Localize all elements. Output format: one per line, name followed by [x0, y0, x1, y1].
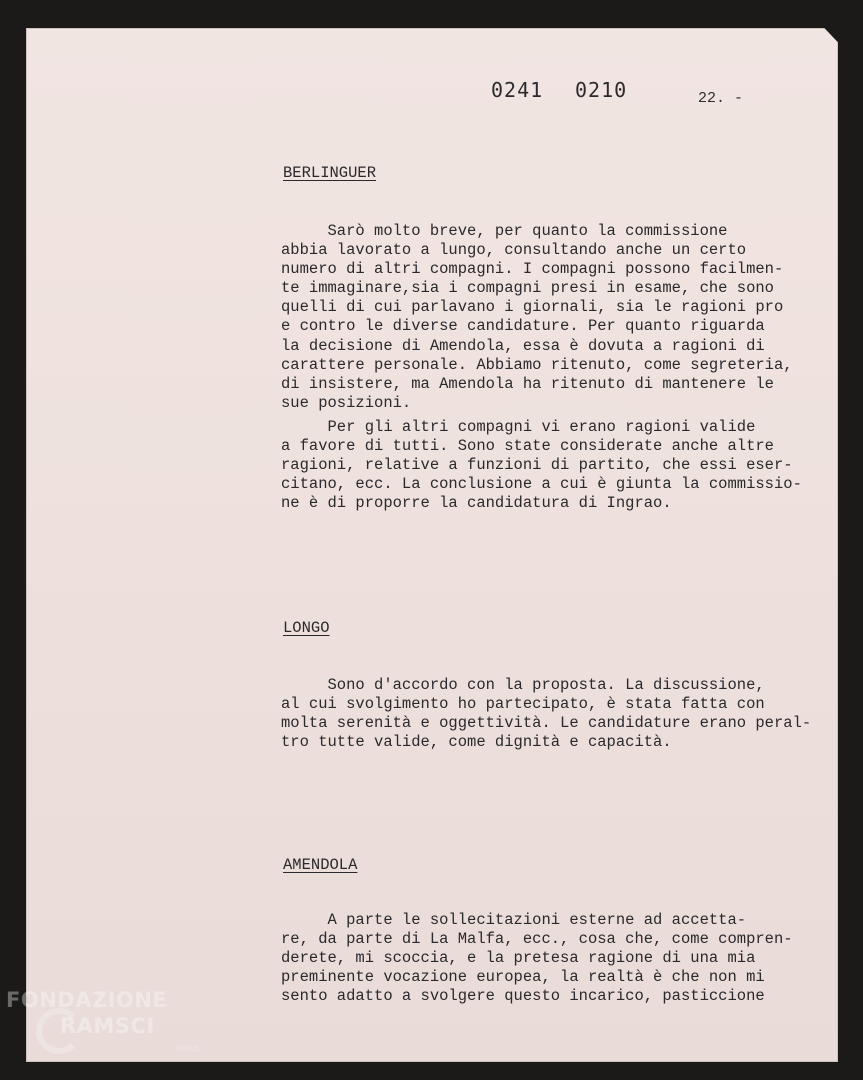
paragraph: [281, 222, 841, 413]
document-number-2: 0210: [575, 78, 628, 102]
text-line: molta serenità e oggettività. Le candidature erano peral-: [281, 714, 812, 733]
watermark-line-3: onlus: [176, 1044, 201, 1054]
text-line: derete, mi scoccia, e la pretesa ragione di una mia: [281, 949, 756, 968]
text-line: Sarò molto breve, per quanto la commissione: [281, 222, 728, 240]
text-line: sento adatto a svolgere questo incarico, pasticcione: [281, 987, 765, 1006]
text-line: abbia lavorato a lungo, consultando anche un certo: [281, 241, 747, 260]
text-line: al cui svolgimento ho partecipato, è stata fatta con: [281, 695, 765, 714]
paragraph: [281, 911, 841, 1006]
text-line: A parte le sollecitazioni esterne ad accetta-: [281, 911, 747, 929]
text-line: preminente vocazione europea, la realtà è che non mi: [281, 968, 765, 987]
speaker-heading-amendola: AMENDOLA: [283, 856, 358, 874]
text-line: carattere personale. Abbiamo ritenuto, come segreteria,: [281, 355, 793, 374]
text-line: sue posizioni.: [281, 393, 412, 412]
paragraph: [281, 418, 841, 513]
speaker-heading-berlinguer: BERLINGUER: [283, 164, 377, 182]
text-line: e contro le diverse candidature. Per quanto riguarda: [281, 317, 765, 336]
fondazione-gramsci-watermark: [6, 988, 201, 1054]
text-line: la decisione di Amendola, essa è dovuta a ragioni di: [281, 336, 765, 355]
text-line: numero di altri compagni. I compagni possono facilmen-: [281, 260, 784, 279]
text-line: Sono d'accordo con la proposta. La discussione,: [281, 676, 765, 694]
text-line: te immaginare,sia i compagni presi in esame, che sono: [281, 279, 774, 298]
text-line: re, da parte di La Malfa, ecc., cosa che, come compren-: [281, 930, 793, 949]
text-line: a favore di tutti. Sono state considerate anche altre: [281, 437, 774, 456]
text-line: ragioni, relative a funzioni di partito, che essi eser-: [281, 456, 793, 475]
text-line: quelli di cui parlavano i giornali, sia le ragioni pro: [281, 298, 784, 317]
text-line: di insistere, ma Amendola ha ritenuto di mantenere le: [281, 374, 774, 393]
watermark-line-1: FONDAZIONE: [6, 988, 168, 1012]
text-line: tro tutte valide, come dignità e capacità.: [281, 733, 672, 752]
page-number: 22. -: [698, 90, 744, 107]
paragraph: [281, 676, 841, 752]
text-line: ne è di proporre la candidatura di Ingrao.: [281, 494, 672, 513]
document-number-1: 0241: [491, 78, 544, 102]
text-line: citano, ecc. La conclusione a cui è giunta la commissio-: [281, 475, 802, 494]
speaker-heading-longo: LONGO: [283, 619, 330, 637]
text-line: Per gli altri compagni vi erano ragioni valide: [281, 418, 756, 436]
document-page: [26, 28, 838, 1062]
watermark-line-2: RAMSCI: [60, 1014, 155, 1038]
